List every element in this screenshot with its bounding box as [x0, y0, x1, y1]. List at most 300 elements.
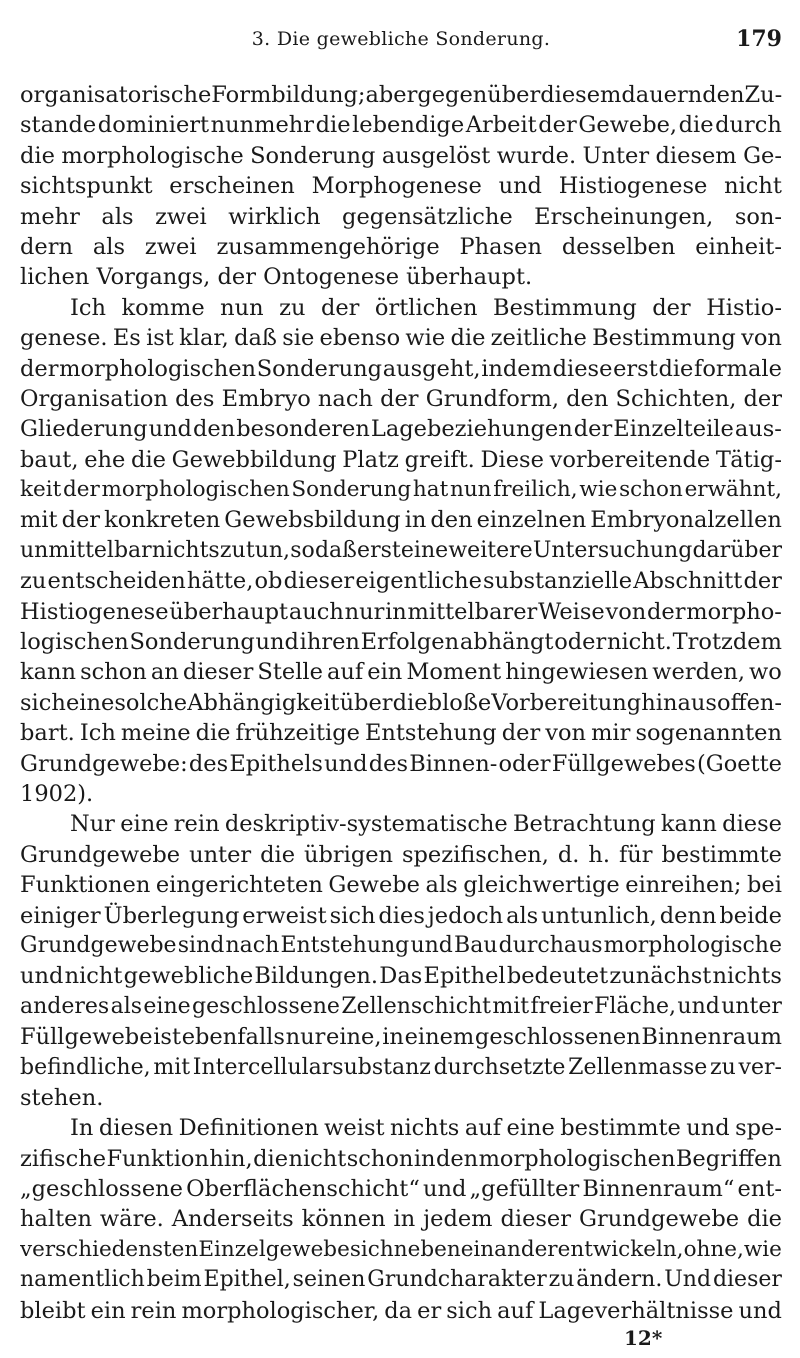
word: Zellenmasse [568, 1054, 708, 1080]
word: oder [554, 629, 607, 656]
word: ist [153, 1024, 181, 1051]
word: Arbeit [465, 112, 537, 139]
word: durchaus [498, 932, 603, 958]
word: Morphogenese [311, 173, 482, 200]
word: mir [591, 720, 631, 747]
text-line [20, 1113, 782, 1143]
text-line [20, 961, 782, 991]
word: Tätig- [715, 446, 782, 473]
word: werden, [652, 659, 745, 686]
word: und [324, 750, 368, 777]
word: Grundgewebe [20, 841, 181, 868]
word: die [253, 1145, 289, 1172]
word: Grundgewebe [20, 932, 177, 958]
word: Epithels [229, 750, 323, 777]
text-line [20, 1053, 782, 1083]
word: in [382, 1024, 404, 1051]
word: da [384, 1297, 413, 1324]
word: des [188, 750, 229, 777]
word: morpho- [686, 598, 782, 625]
word: unter [721, 993, 782, 1019]
word: Nur [70, 811, 115, 838]
word: Binnen- [409, 750, 498, 777]
word: jedem [423, 1206, 493, 1233]
text-line [20, 688, 782, 718]
text-line [20, 809, 782, 839]
word: Abschnitt [633, 568, 743, 595]
word: eigentliche [355, 568, 482, 595]
word: eingerichteten [155, 872, 323, 899]
word: Diese [480, 446, 544, 473]
word: Es [112, 325, 141, 352]
text-line: lichen Vorgangs, der Ontogenese überhaupt. [20, 264, 533, 291]
word: genese. [20, 325, 108, 352]
word: ein [367, 659, 403, 686]
word: Abhängigkeit [187, 689, 340, 716]
text-line [20, 1296, 782, 1326]
word: nicht. [606, 629, 672, 656]
text-line [20, 870, 782, 900]
word: Entstehung [364, 720, 497, 747]
word: solche [114, 689, 188, 716]
word: Gewebe, [578, 112, 678, 139]
word: er [417, 1297, 442, 1324]
word: bestimmte [560, 1115, 681, 1142]
word: zunächst [609, 963, 712, 990]
word: der [61, 507, 101, 534]
word: In [70, 1115, 94, 1142]
word: unmittelbar [20, 537, 152, 563]
word: nun [220, 294, 264, 321]
word: Oberflächenschicht“ [186, 1176, 420, 1203]
word: mehr [20, 203, 80, 230]
word: der [743, 385, 782, 412]
word: entscheiden [47, 568, 186, 595]
word: die [658, 355, 694, 382]
word: morphologischen [478, 1145, 676, 1172]
word: morphologische [603, 932, 782, 958]
word: bleibt [20, 1297, 86, 1324]
word: d. [557, 841, 580, 868]
word: Zu- [744, 82, 782, 108]
word: Grundgewebe [578, 1206, 740, 1233]
word: Histiogenese [558, 173, 708, 200]
word: ist [146, 325, 174, 352]
word: sogenannten [635, 720, 782, 747]
word: Füllgewebe [20, 1024, 153, 1051]
word: Gewebbildung [171, 446, 337, 473]
word: so [290, 537, 315, 563]
word: wie [405, 325, 446, 352]
text-line [20, 475, 782, 505]
word: Zellenschicht [341, 993, 492, 1019]
word: beim [146, 1267, 202, 1293]
word: Überlegung [103, 902, 240, 929]
word: denn [659, 902, 717, 929]
word: indem [481, 355, 552, 382]
word: Entstehung [280, 932, 410, 958]
word: des [175, 385, 215, 412]
word: die [678, 112, 714, 139]
text-line [20, 1022, 782, 1052]
word: den [566, 385, 609, 412]
word: zu [219, 537, 246, 563]
word: durchsetzte [433, 1054, 566, 1080]
word: Ich [79, 720, 116, 747]
word: nach [225, 932, 280, 958]
word: Funktionen [20, 872, 151, 899]
word: tun, [245, 537, 291, 563]
word: auch [288, 598, 344, 625]
word: ebenso [319, 325, 401, 352]
text-line [20, 627, 782, 657]
text-line: 1902). [20, 780, 94, 807]
word: Weise [538, 598, 605, 625]
word: wie [579, 477, 618, 503]
word: übrigen [303, 841, 394, 868]
word: erwähnt, [684, 477, 782, 503]
word: dern [20, 233, 73, 260]
text-line [20, 597, 782, 627]
text-line [20, 749, 782, 779]
word: Bau [454, 932, 498, 958]
word: aber [365, 82, 418, 108]
word: den [430, 507, 473, 534]
word: meine [120, 720, 191, 747]
text-line [20, 414, 782, 444]
text-line [20, 384, 782, 414]
word: schon [346, 1145, 414, 1172]
word: Embryonalzellen [590, 507, 782, 534]
text-line [20, 171, 782, 201]
word: wo [749, 659, 782, 686]
word: Moment [406, 659, 502, 686]
word: zwei [155, 203, 207, 230]
word: die [20, 142, 55, 169]
word: nicht [64, 963, 123, 990]
word: nur [344, 598, 385, 625]
word: abhängt [459, 629, 554, 656]
word: als [101, 203, 134, 230]
word: diesen [98, 1115, 174, 1142]
word: weitere [448, 537, 533, 563]
word: substanzielle [483, 568, 633, 595]
text-line [20, 80, 782, 110]
word: Erfolgen [360, 629, 460, 656]
word: wie [743, 1236, 782, 1262]
word: bedeutet [506, 963, 609, 990]
word: als [110, 993, 143, 1019]
word: erweist [242, 902, 327, 929]
word: Bestimmung [592, 325, 736, 352]
word: morphologischen [59, 355, 257, 382]
word: ver- [738, 1054, 782, 1080]
word: einzelnen [476, 507, 587, 534]
word: Anderseits [171, 1206, 294, 1233]
word: Schichten, [615, 385, 737, 412]
word: konkreten [104, 507, 221, 534]
word: Füllgewebes [551, 750, 696, 777]
word: hingewiesen [505, 659, 649, 686]
word: Histio- [706, 294, 782, 321]
word: die [260, 841, 296, 868]
word: unter [189, 841, 252, 868]
word: und [20, 963, 64, 990]
word: dieser [712, 1267, 782, 1293]
word: auf [464, 1115, 502, 1142]
text-line: stehen. [20, 1084, 104, 1111]
word: daß [314, 537, 357, 563]
word: offen- [717, 689, 782, 716]
word: Histiogenese [20, 598, 169, 625]
word: Sonderung [129, 629, 255, 656]
word: Formbildung; [211, 82, 366, 108]
word: Bildungen. [254, 963, 379, 990]
word: spezifischen, [401, 841, 549, 868]
word: zusammengehörige [216, 233, 440, 260]
text-line [20, 718, 782, 748]
word: sich [20, 689, 66, 716]
word: an [150, 659, 179, 686]
word: ihren [299, 629, 360, 656]
word: und [686, 1115, 730, 1142]
word: nur [285, 1024, 326, 1051]
word: Gewebsbildung [224, 507, 401, 534]
word: über [339, 689, 393, 716]
word: zeitliche [490, 325, 587, 352]
word: vorbereitende [549, 446, 711, 473]
word: befindliche, [20, 1054, 151, 1080]
word: hat [412, 477, 449, 503]
word: als [92, 233, 126, 260]
running-title: 3. Die gewebliche Sonderung. [251, 28, 551, 50]
word: Einzelteile [613, 416, 734, 443]
word: freier [530, 993, 593, 1019]
word: bestimmte [661, 841, 782, 868]
word: freilich, [493, 477, 578, 503]
word: der [380, 385, 419, 412]
word: der [63, 477, 100, 503]
word: besonderen [236, 416, 370, 443]
word: durch [715, 112, 782, 139]
word: und [410, 932, 453, 958]
word: baut, [20, 446, 79, 473]
word: untunlich, [541, 902, 657, 929]
word: der [320, 294, 360, 321]
word: Definitionen [178, 1115, 319, 1142]
word: Gewebe [328, 872, 420, 899]
word: „geschlossene [20, 1176, 183, 1203]
word: hin, [209, 1145, 253, 1172]
word: eine [400, 537, 449, 563]
text-line [20, 901, 782, 931]
word: den [435, 1145, 479, 1172]
word: Intercellularsubstanz [192, 1054, 431, 1080]
word: Vorbereitung [491, 689, 642, 716]
word: darüber [692, 537, 782, 563]
word: logischen [20, 629, 129, 656]
word: schon [619, 477, 683, 503]
word: Epithel, [203, 1267, 291, 1293]
word: nichts [712, 963, 782, 990]
word: in [393, 1206, 416, 1233]
word: und [148, 416, 192, 443]
word: frühzeitige [235, 720, 360, 747]
word: Fläche, [594, 993, 677, 1019]
text-line [20, 657, 782, 687]
word: können [301, 1206, 386, 1233]
word: nichts [389, 1115, 460, 1142]
word: Unter [582, 142, 650, 169]
word: Organisation [20, 385, 168, 412]
word: den [193, 416, 236, 443]
word: des [368, 750, 409, 777]
word: gegensätzliche [342, 203, 513, 230]
page-number: 179 [736, 26, 782, 52]
word: nebeneinander [393, 1236, 558, 1262]
word: Das [379, 963, 423, 990]
word: beide [719, 902, 782, 929]
word: ent- [737, 1176, 782, 1203]
text-line [20, 536, 782, 566]
word: Begriffen [675, 1145, 782, 1172]
word: aus- [734, 416, 782, 443]
word: wäre. [99, 1206, 164, 1233]
text-line [20, 505, 782, 535]
word: oder [498, 750, 551, 777]
word: Erscheinungen, [534, 203, 714, 230]
word: die [392, 689, 428, 716]
word: Binnenraum“ [582, 1176, 735, 1203]
word: und [422, 1176, 467, 1203]
word: wirklich [228, 203, 321, 230]
word: für [618, 841, 653, 868]
word: Ge- [743, 142, 782, 169]
word: und [738, 1297, 782, 1324]
word: gewebliche [123, 963, 254, 990]
word: wurde. [496, 142, 577, 169]
page-header [20, 22, 782, 58]
word: eine [506, 1115, 555, 1142]
word: mit [153, 1054, 191, 1080]
word: örtlichen [374, 294, 478, 321]
word: in [413, 1145, 436, 1172]
word: rein [130, 1297, 177, 1324]
word: auf [497, 1297, 534, 1324]
word: zwei [144, 233, 197, 260]
word: mit [492, 993, 530, 1019]
word: überhaupt [169, 598, 289, 625]
word: bei [747, 872, 782, 899]
word: die [195, 720, 231, 747]
word: als [425, 872, 458, 899]
text-line [20, 293, 782, 323]
word: anderes [20, 993, 110, 1019]
word: von [545, 720, 587, 747]
word: erst [357, 537, 401, 563]
word: von [741, 325, 782, 352]
word: Embryo [221, 385, 311, 412]
word: ohne, [683, 1236, 744, 1262]
word: morphologische [61, 142, 244, 169]
word: seinen [292, 1267, 366, 1293]
body-text [20, 80, 782, 1326]
word: gegenüber [417, 82, 541, 108]
word: weist [324, 1115, 385, 1142]
text-line [20, 202, 782, 232]
word: halten [20, 1206, 92, 1233]
word: eine [120, 811, 169, 838]
text-line [20, 566, 782, 596]
text-line [20, 354, 782, 384]
word: hinaus [641, 689, 717, 716]
word: Binnenraum [641, 1024, 782, 1051]
word: der [20, 355, 59, 382]
word: namentlich [20, 1267, 145, 1293]
word: diesem [655, 142, 737, 169]
word: ändern. [576, 1267, 663, 1293]
word: der [501, 720, 541, 747]
word: sich [349, 1236, 394, 1262]
word: Grundgewebe: [20, 750, 188, 777]
word: nicht [724, 173, 782, 200]
word: der [573, 416, 613, 443]
word: der [538, 112, 577, 139]
word: sichtspunkt [20, 173, 153, 200]
word: von [605, 598, 647, 625]
word: greift. [404, 446, 475, 473]
word: zifische [20, 1145, 107, 1172]
text-line [20, 1265, 782, 1295]
word: daß [234, 325, 277, 352]
word: einheit- [695, 233, 782, 260]
text-line [20, 445, 782, 475]
word: eine [65, 689, 115, 716]
word: nun [449, 477, 492, 503]
word: komme [121, 294, 205, 321]
word: desselben [561, 233, 676, 260]
word: Einzelgewebe [198, 1236, 350, 1262]
word: morphologischer, [181, 1297, 380, 1324]
word: die [131, 446, 166, 473]
word: Und [664, 1267, 712, 1293]
signature-mark: 12* [624, 1326, 663, 1350]
text-line [20, 1144, 782, 1174]
word: organisatorische [20, 82, 212, 108]
text-line [20, 931, 782, 961]
word: diese [552, 355, 613, 382]
word: spe- [735, 1115, 782, 1142]
word: lebendige [352, 112, 465, 139]
word: zu [548, 1267, 575, 1293]
word: kann [20, 659, 77, 686]
word: erst [613, 355, 658, 382]
word: geschlossenen [474, 1024, 641, 1051]
word: eine, [326, 1024, 382, 1051]
text-line [20, 1174, 782, 1204]
text-line [20, 232, 782, 262]
word: auf [326, 659, 364, 686]
word: Epithel [423, 963, 506, 990]
word: bart. [20, 720, 75, 747]
word: nach [317, 385, 373, 412]
word: die [315, 112, 351, 139]
word: rein [173, 811, 220, 838]
text-line [20, 992, 782, 1022]
text-line [20, 110, 782, 140]
word: Phasen [459, 233, 542, 260]
word: in [404, 507, 427, 534]
